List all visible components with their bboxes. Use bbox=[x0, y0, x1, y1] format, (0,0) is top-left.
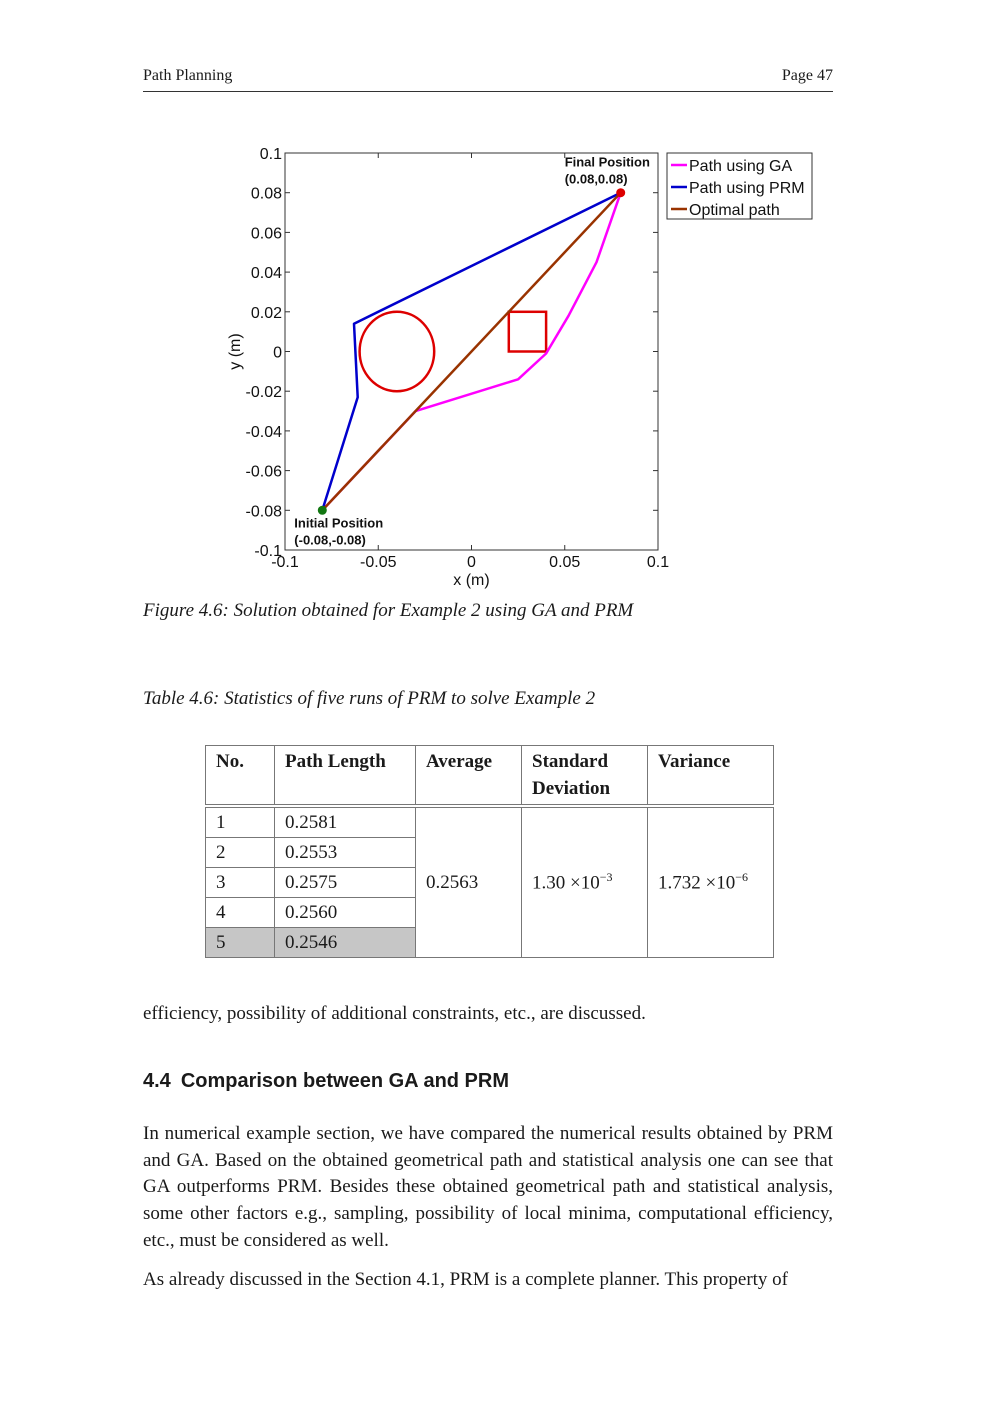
y-tick-label: 0.08 bbox=[250, 185, 282, 203]
cell-no: 3 bbox=[206, 868, 275, 898]
x-axis-label: x (m) bbox=[453, 572, 490, 589]
square-obstacle bbox=[509, 312, 546, 352]
path-planning-chart bbox=[210, 135, 830, 595]
final-position-marker bbox=[616, 188, 625, 197]
paragraph: As already discussed in the Section 4.1, PRM is a complete planner. This property of bbox=[143, 1269, 789, 1290]
table-header-row bbox=[206, 746, 774, 807]
running-title: Path Planning bbox=[143, 67, 233, 84]
cell-no: 5 bbox=[206, 928, 275, 958]
paragraph: In numerical example section, we have compared the numerical results obtained by PRM and GA. Based on the obtained geometrical path and statistical analysis one can see that GA outperforms PRM. Besides these obtained geometrical path and statistical analysis, some other factors e.g., sampling, possibility of local minima, computational efficiency, etc., must be considered as well. bbox=[143, 1123, 833, 1251]
std-mantissa: 1.30 ×10 bbox=[532, 872, 600, 894]
header-path-length: Path Length bbox=[275, 746, 416, 807]
header-no: No. bbox=[206, 746, 275, 807]
y-tick-label: 0.06 bbox=[250, 225, 282, 243]
cell-variance bbox=[648, 806, 774, 958]
x-tick-label: 0.05 bbox=[549, 554, 581, 571]
initial-position-marker bbox=[318, 506, 327, 515]
legend-label: Optimal path bbox=[689, 202, 780, 219]
var-exponent: −6 bbox=[735, 870, 748, 885]
y-tick-label: -0.02 bbox=[245, 384, 282, 402]
cell-length: 0.2581 bbox=[275, 806, 416, 838]
std-exponent: −3 bbox=[599, 870, 613, 885]
circle-obstacle bbox=[360, 312, 435, 391]
header-std-dev bbox=[522, 746, 648, 807]
header-std-line2: Deviation bbox=[532, 778, 611, 799]
x-tick-label: -0.05 bbox=[360, 554, 397, 571]
y-tick-label: 0 bbox=[273, 344, 282, 362]
x-tick-label: -0.1 bbox=[271, 554, 299, 571]
header-std-line1: Standard bbox=[532, 751, 609, 772]
x-tick-label: 0.1 bbox=[646, 554, 670, 571]
y-tick-label: 0.04 bbox=[250, 265, 282, 283]
point-label: Final Position bbox=[564, 154, 650, 170]
y-tick-label: -0.08 bbox=[245, 503, 282, 521]
cell-no: 2 bbox=[206, 838, 275, 868]
y-tick-label: -0.1 bbox=[254, 543, 282, 560]
paragraph-continuation: efficiency, possibility of additional constraints, etc., are discussed. bbox=[143, 1003, 646, 1024]
statistics-table bbox=[205, 745, 774, 958]
legend-label: Path using GA bbox=[689, 158, 793, 175]
point-label: Initial Position bbox=[294, 515, 384, 531]
figure-caption: Figure 4.6: Solution obtained for Example 2 using GA and PRM bbox=[143, 600, 634, 621]
series-line-optimal-path bbox=[322, 193, 620, 511]
cell-length: 0.2553 bbox=[275, 838, 416, 868]
y-tick-label: 0.02 bbox=[250, 304, 282, 322]
cell-length: 0.2546 bbox=[275, 928, 416, 958]
cell-no: 1 bbox=[206, 806, 275, 838]
table-caption: Table 4.6: Statistics of five runs of PRM to solve Example 2 bbox=[143, 688, 596, 709]
cell-length: 0.2560 bbox=[275, 898, 416, 928]
header-variance: Variance bbox=[648, 746, 774, 807]
y-tick-label: -0.06 bbox=[245, 463, 282, 481]
page-header bbox=[143, 67, 833, 92]
cell-average: 0.2563 bbox=[416, 806, 522, 958]
var-mantissa: 1.732 ×10 bbox=[658, 872, 736, 894]
section-title: Comparison between GA and PRM bbox=[180, 1070, 509, 1092]
point-coordinates: (-0.08,-0.08) bbox=[294, 532, 366, 548]
point-coordinates: (0.08,0.08) bbox=[564, 171, 628, 187]
cell-length: 0.2575 bbox=[275, 868, 416, 898]
section-number: 4.4 bbox=[143, 1070, 171, 1092]
y-axis-label: y (m) bbox=[227, 333, 244, 370]
section-heading bbox=[143, 1070, 509, 1093]
page-number: Page 47 bbox=[781, 67, 833, 84]
y-tick-label: 0.1 bbox=[259, 146, 282, 163]
x-tick-label: 0 bbox=[467, 554, 476, 571]
table-row bbox=[206, 806, 774, 838]
legend-label: Path using PRM bbox=[689, 180, 805, 197]
y-tick-label: -0.04 bbox=[245, 423, 282, 441]
header-average: Average bbox=[416, 746, 522, 807]
cell-no: 4 bbox=[206, 898, 275, 928]
cell-std-dev bbox=[522, 806, 648, 958]
